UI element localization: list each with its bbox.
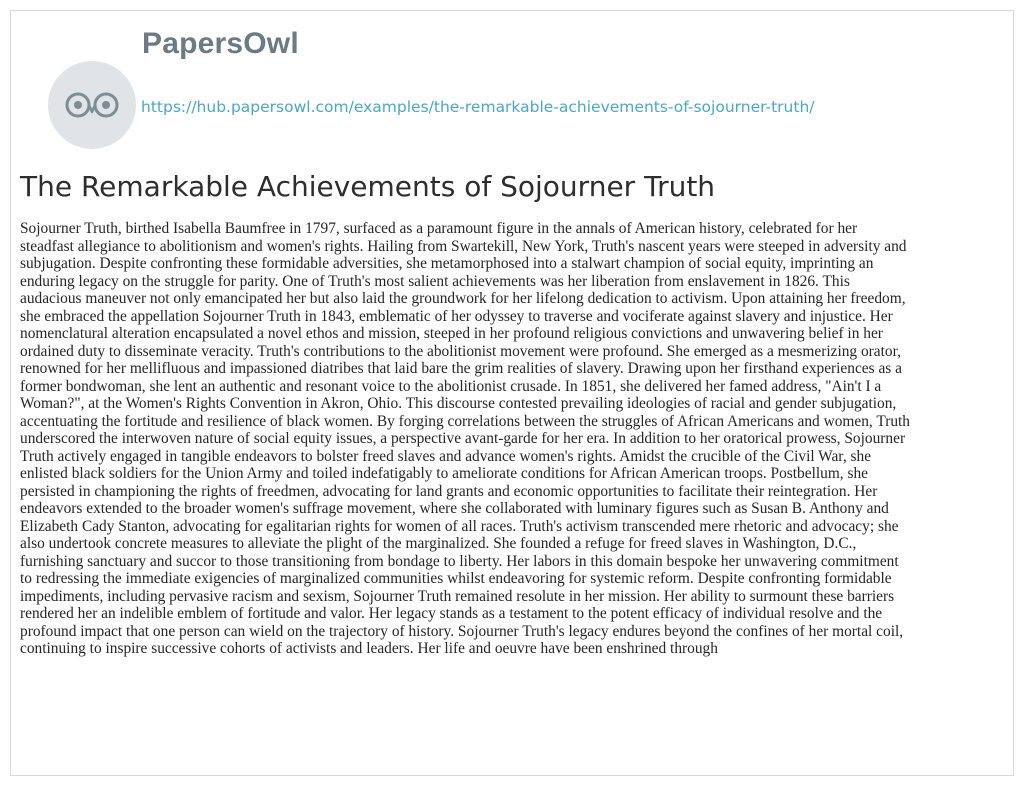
article-line: profound impact that one person can wield on the trajectory of history. Sojourner Truth's legacy endures beyond the confines of her mortal coil,: [20, 622, 904, 640]
article-line: to redressing the immediate exigencies of marginalized communities whilst endeavoring for systemic reform. Despite confronting formidable: [20, 570, 892, 587]
article-line: she embraced the appellation Sojourner Truth in 1843, emblematic of her odyssey to traverse and vociferate against slavery and injustice. Her: [20, 307, 893, 325]
article-line: impediments, including pervasive racism and sexism, Sojourner Truth remained resolute in her mission. Her ability to surmount these barriers: [20, 587, 895, 605]
article-line: nomenclatural alteration encapsulated a novel ethos and mission, steeped in her profound religious convictions and unwavering belief in her: [20, 325, 883, 342]
article-line: also undertook concrete measures to alleviate the plight of the marginalized. She founded a refuge for freed slaves in Washington, D.C.,: [20, 535, 857, 552]
article-line: Truth actively engaged in tangible endeavors to bolster freed slaves and advance women's rights. Amidst the crucible of the Civil War, she: [20, 447, 872, 465]
article-line: audacious maneuver not only emancipated her but also laid the groundwork for her lifelong dedication to activism. Upon attaining her freedom,: [20, 290, 906, 307]
article-line: continuing to inspire successive cohorts of activists and leaders. Her life and oeuvre have been enshrined through: [20, 640, 718, 657]
article-line: enduring legacy on the struggle for parity. One of Truth's most salient achievements was her liberation from enslavement in 1826. This: [20, 272, 850, 290]
article-body: [20, 220, 1008, 658]
article-line: steadfast allegiance to abolitionism and women's rights. Hailing from Swartekill, New York, Truth's nascent years were steeped in adversity and: [20, 237, 907, 255]
owl-left-eye: [74, 101, 82, 109]
owl-logo-icon: [46, 59, 138, 151]
papersowl-logo-icon: [46, 59, 138, 151]
article-line: former bondwoman, she lent an authentic and resonant voice to the abolitionist crusade. In 1851, she delivered her famed address, "Ain't I a: [20, 377, 882, 395]
article-line: renowned for her mellifluous and impassioned diatribes that laid bare the grim realities of slavery. Drawing upon her firsthand experiences as a: [20, 360, 902, 377]
logo-circle: [48, 61, 136, 149]
article-line: endeavors extended to the broader women's suffrage movement, where she collaborated with luminary figures such as Susan B. Anthony and: [20, 500, 889, 517]
owl-right-eye: [102, 101, 110, 109]
article-title: The Remarkable Achievements of Sojourner Truth: [20, 170, 716, 203]
article-url-link[interactable]: https://hub.papersowl.com/examples/the-remarkable-achievements-of-sojourner-truth/: [141, 98, 815, 116]
article-line: rendered her an indelible emblem of fortitude and valor. Her legacy stands as a testament to the potent efficacy of individual resolve and the: [20, 605, 883, 622]
article-line: ordained duty to disseminate veracity. Truth's contributions to the abolitionist movement were profound. She emerged as a mesmerizing orator,: [20, 342, 901, 360]
article-line: underscored the interwoven nature of social equity issues, a perspective avant-garde for her era. In addition to her oratorical prowess, Sojourner: [20, 430, 906, 447]
article-line: Woman?", at the Women's Rights Convention in Akron, Ohio. This discourse contested prevailing ideologies of racial and gender subjugation,: [20, 395, 897, 412]
article-line: persisted in championing the rights of freedmen, advocating for land grants and economic opportunities to facilitate their reintegration. Her: [20, 482, 878, 500]
article-line: Sojourner Truth, birthed Isabella Baumfree in 1797, surfaced as a paramount figure in the annals of American history, celebrated for her: [20, 220, 858, 237]
article-line: furnishing sanctuary and succor to those transitioning from bondage to liberty. Her labors in this domain bespoke her unwavering commitment: [20, 552, 899, 570]
article-line: subjugation. Despite confronting these formidable adversities, she metamorphosed into a stalwart champion of social equity, imprinting an: [20, 255, 874, 272]
article-line: Elizabeth Cady Stanton, advocating for egalitarian rights for women of all races. Truth's activism transcended mere rhetoric and advocacy; she: [20, 517, 899, 535]
brand-name[interactable]: PapersOwl: [142, 27, 299, 60]
article-line: accentuating the fortitude and resilience of black women. By forging correlations between the struggles of African Americans and women, Truth: [20, 412, 910, 430]
article-line: enlisted black soldiers for the Union Army and toiled indefatigably to ameliorate conditions for African American troops. Postbellum, she: [20, 465, 869, 482]
